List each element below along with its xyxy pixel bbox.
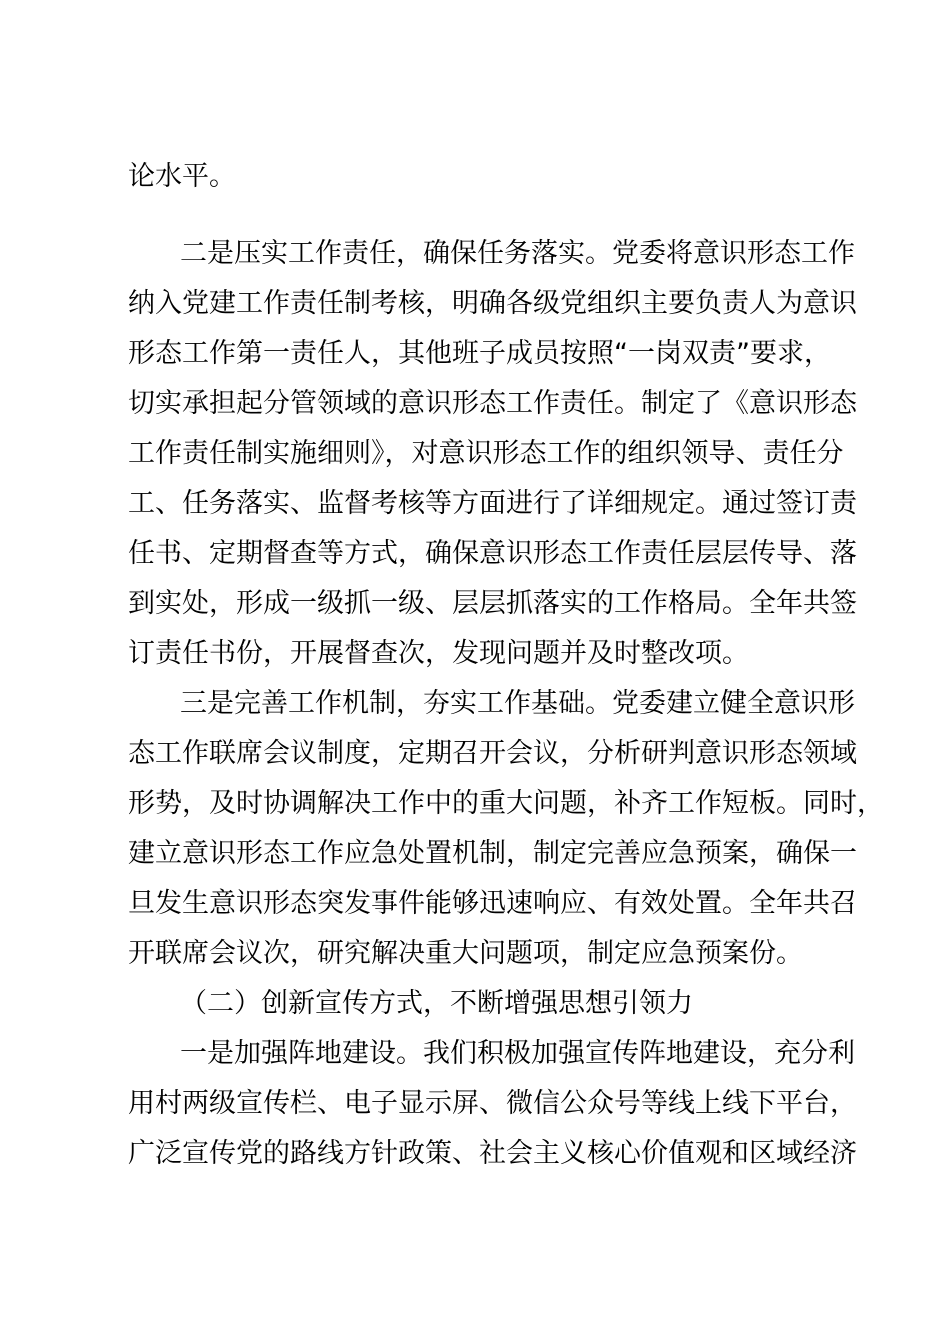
text-line: 到实处，形成一级抓一级、层层抓落实的工作格局。全年共签 <box>128 588 857 619</box>
section-heading: （二）创新宣传方式，不断增强思想引领力 <box>180 988 693 1019</box>
text-line: 工作责任制实施细则》，对意识形态工作的组织领导、责任分 <box>128 438 844 469</box>
text-line: 切实承担起分管领域的意识形态工作责任。制定了《意识形态 <box>128 388 857 419</box>
text-line: 广泛宣传党的路线方针政策、社会主义核心价值观和区域经济 <box>128 1138 857 1169</box>
text-line: 一是加强阵地建设。我们积极加强宣传阵地建设，充分利 <box>180 1038 855 1069</box>
text-line: 订责任书份，开展督查次，发现问题并及时整改项。 <box>128 638 749 669</box>
text-line: 三是完善工作机制，夯实工作基础。党委建立健全意识形 <box>180 688 855 719</box>
text-line: 开联席会议次，研究解决重大问题项，制定应急预案份。 <box>128 938 803 969</box>
text-line: 形态工作第一责任人，其他班子成员按照“一岗双责”要求， <box>128 338 831 369</box>
text-line: 任书、定期督查等方式，确保意识形态工作责任层层传导、落 <box>128 538 857 569</box>
text-line: 建立意识形态工作应急处置机制，制定完善应急预案，确保一 <box>128 838 857 869</box>
text-line: 旦发生意识形态突发事件能够迅速响应、有效处置。全年共召 <box>128 888 857 919</box>
text-line: 工、任务落实、监督考核等方面进行了详细规定。通过签订责 <box>128 488 857 519</box>
text-line: 用村两级宣传栏、电子显示屏、微信公众号等线上线下平台， <box>128 1088 857 1119</box>
text-line: 态工作联席会议制度，定期召开会议，分析研判意识形态领域 <box>128 738 857 769</box>
text-line: 论水平。 <box>128 161 236 192</box>
text-line: 形势，及时协调解决工作中的重大问题，补齐工作短板。同时， <box>128 788 884 819</box>
text-line: 纳入党建工作责任制考核，明确各级党组织主要负责人为意识 <box>128 288 857 319</box>
text-line: 二是压实工作责任，确保任务落实。党委将意识形态工作 <box>180 238 855 269</box>
